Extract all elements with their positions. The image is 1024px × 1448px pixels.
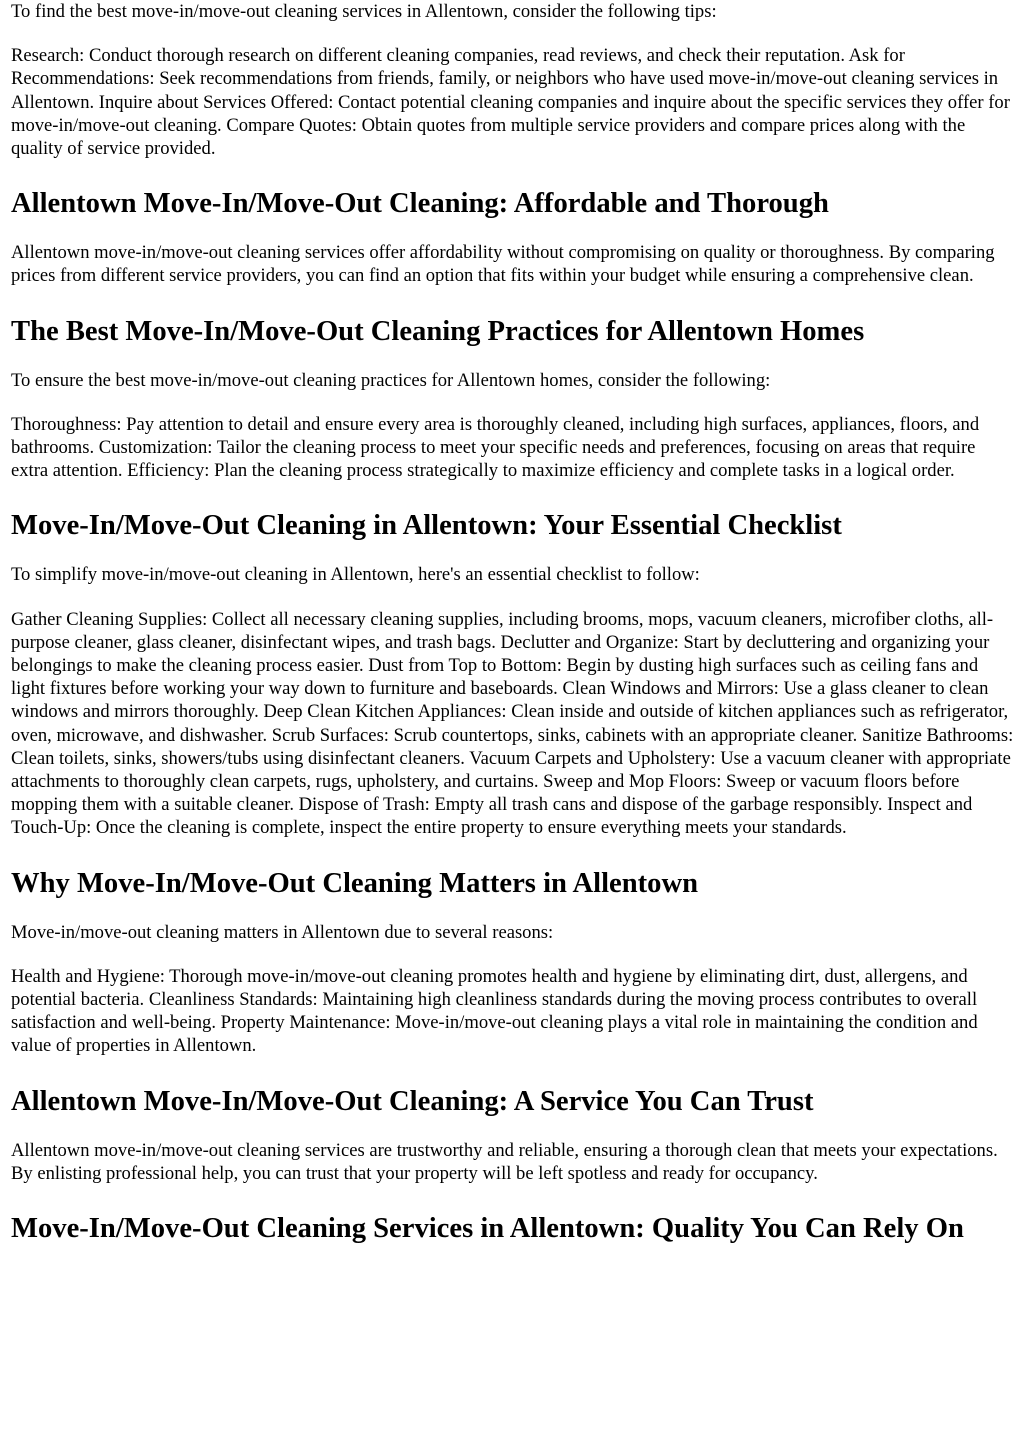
- section-heading-checklist: Move-In/Move-Out Cleaning in Allentown: Your Essential Checklist: [11, 510, 842, 542]
- tips-paragraph: Research: Conduct thorough research on different cleaning companies, read reviews, and check their reputation. Ask for Recommendations: Seek recommendations from friends, family, or neighbors who have used move-in/move-out cleaning services in Allentown. Inquire about Services Offered: Contact potential cleaning companies and inquire about the specific services they offer for move-in/move-out cleaning. Compare Quotes: Obtain quotes from multiple service providers and compare prices along with the quality of service provided.: [11, 45, 1010, 160]
- section-heading-quality: Move-In/Move-Out Cleaning Services in Allentown: Quality You Can Rely On: [11, 1213, 964, 1245]
- intro-paragraph: To find the best move-in/move-out cleaning services in Allentown, consider the following tips:: [11, 1, 717, 22]
- section-paragraph: Allentown move-in/move-out cleaning services offer affordability without compromising on quality or thoroughness. By comparing prices from different service providers, you can find an option that fits within your budget while ensuring a comprehensive clean.: [11, 242, 995, 287]
- section-heading-affordable: Allentown Move-In/Move-Out Cleaning: Affordable and Thorough: [11, 188, 829, 220]
- section-heading-trust: Allentown Move-In/Move-Out Cleaning: A Service You Can Trust: [11, 1085, 814, 1117]
- section-paragraph: To ensure the best move-in/move-out cleaning practices for Allentown homes, consider the following:: [11, 369, 771, 391]
- section-paragraph: To simplify move-in/move-out cleaning in Allentown, here's an essential checklist to follow:: [11, 564, 700, 586]
- section-paragraph: Gather Cleaning Supplies: Collect all necessary cleaning supplies, including brooms, mops, vacuum cleaners, microfiber cloths, all-purpose cleaner, glass cleaner, disinfectant wipes, and trash bags. Declutter and Organize: Start by decluttering and organizing your belongings to make the cleaning process easier. Dust from Top to Bottom: Begin by dusting high surfaces such as ceiling fans and light fixtures before working your way down to furniture and baseboards. Clean Windows and Mirrors: Use a glass cleaner to clean windows and mirrors thoroughly. Deep Clean Kitchen Appliances: Clean inside and outside of kitchen appliances such as refrigerator, oven, microwave, and dishwasher. Scrub Surfaces: Scrub countertops, sinks, cabinets with an appropriate cleaner. Sanitize Bathrooms: Clean toilets, sinks, showers/tubs using disinfectant cleaners. Vacuum Carpets and Upholstery: Use a vacuum cleaner with appropriate attachments to thoroughly clean carpets, rugs, upholstery, and curtains. Sweep and Mop Floors: Sweep or vacuum floors before mopping them with a suitable cleaner. Dispose of Trash: Empty all trash cans and dispose of the garbage responsibly. Inspect and Touch-Up: Once the cleaning is complete, inspect the entire property to ensure everything meets your standards.: [11, 608, 1014, 839]
- section-heading-why-matters: Why Move-In/Move-Out Cleaning Matters in Allentown: [11, 867, 699, 899]
- section-paragraph: Move-in/move-out cleaning matters in Allentown due to several reasons:: [11, 921, 554, 943]
- section-paragraph: Health and Hygiene: Thorough move-in/move-out cleaning promotes health and hygiene by eliminating dirt, dust, allergens, and potential bacteria. Cleanliness Standards: Maintaining high cleanliness standards during the moving process contributes to overall satisfaction and well-being. Property Maintenance: Move-in/move-out cleaning plays a vital role in maintaining the condition and value of properties in Allentown.: [11, 965, 978, 1057]
- section-paragraph: Allentown move-in/move-out cleaning services are trustworthy and reliable, ensuring a thorough clean that meets your expectations. By enlisting professional help, you can trust that your property will be left spotless and ready for occupancy.: [11, 1139, 998, 1184]
- section-paragraph: Thoroughness: Pay attention to detail and ensure every area is thoroughly cleaned, including high surfaces, appliances, floors, and bathrooms. Customization: Tailor the cleaning process to meet your specific needs and preferences, focusing on areas that require extra attention. Efficiency: Plan the cleaning process strategically to maximize efficiency and complete tasks in a logical order.: [11, 413, 980, 482]
- section-heading-best-practices: The Best Move-In/Move-Out Cleaning Practices for Allentown Homes: [11, 315, 865, 347]
